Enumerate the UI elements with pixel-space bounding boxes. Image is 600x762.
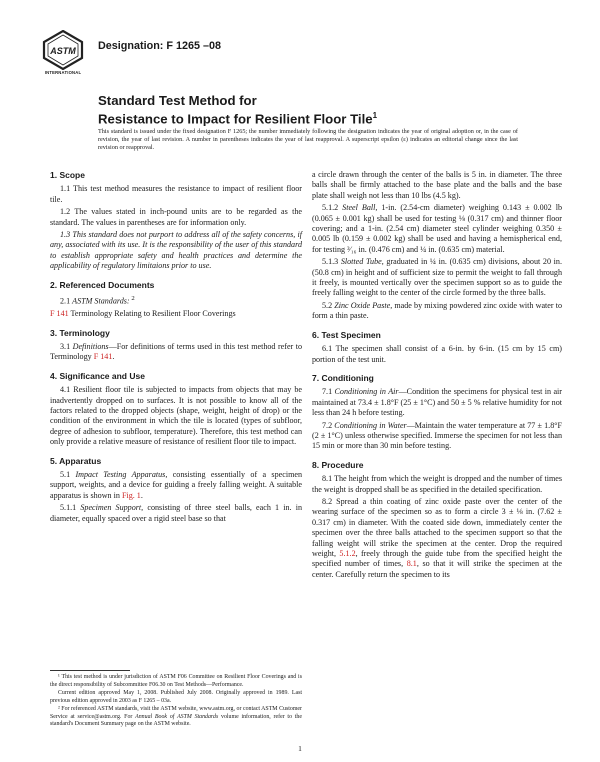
link-8-1[interactable]: 8.1 xyxy=(406,559,417,569)
logo-subtitle: INTERNATIONAL xyxy=(44,70,82,75)
svg-text:ASTM: ASTM xyxy=(50,46,76,56)
para-num: 5.1.3 xyxy=(322,257,341,267)
link-fig-1[interactable]: Fig. 1 xyxy=(121,490,141,500)
paragraph-1-3: 1.3 This standard does not purport to address all of the safety concerns, if any, associated with its use. It is the responsibility of the user of this standard to establish appropriate safety and health practices and determine the applicability of regulatory limitaions prior to use. xyxy=(50,230,302,271)
para-num: 5.1.2 xyxy=(322,203,343,213)
para-num: 5.2 xyxy=(322,300,335,310)
left-column xyxy=(50,166,302,526)
section-heading-terminology: 3. Terminology xyxy=(50,327,110,338)
paragraph-8-2 xyxy=(312,497,562,580)
section-heading-test-specimen: 6. Test Specimen xyxy=(312,329,381,340)
link-f141[interactable]: F 141 xyxy=(50,309,69,319)
link-5-1-2[interactable]: 5.1.2 xyxy=(339,549,356,558)
paragraph-5-1-2 xyxy=(312,203,562,255)
para-text: —For definitions of terms used in this test method refer to Terminology xyxy=(50,341,303,362)
para-text: , consisting of three steel balls, each 1 in. in diameter, equally spaced over a rigid steel base so that xyxy=(50,503,303,523)
footnote-1: ¹ This test method is under jurisdiction of ASTM F06 Committee on Resilient Floor Coverings and is the direct responsibility of Subcommittee F06.30 on Test Methods—Performance. xyxy=(50,674,302,688)
para-num: 5.1.1 xyxy=(60,503,81,513)
title-line-1: Standard Test Method for xyxy=(98,93,257,108)
para-text: , made by mixing powdered zinc oxide with water to form a thin paste. xyxy=(312,300,563,321)
paragraph-1-1: 1.1 This test method measures the resistance to impact of resilient floor tile. xyxy=(50,184,302,204)
section-heading-procedure: 8. Procedure xyxy=(312,459,364,470)
paragraph-4-1: 4.1 Resilient floor tile is subjected to impacts from objects that may be inadvertently dropped on to surfaces. It is not possible to know all of the factors related to the dropped objects (shape, weight, height of drop) or the condition of the environment in which the tile is located (types of subfloor, degree of adhesion to subfloor, temperature). Therefore, this test method can only provide a relative measure of resistance of resilient floor tile to impact. xyxy=(50,385,302,447)
para-italic-label: ASTM Standards: xyxy=(72,296,130,306)
paragraph-3-1 xyxy=(50,342,302,363)
paragraph-8-1: 8.1 The height from which the weight is dropped and the number of times the weight is dropped shall be as specified in the detailed specification. xyxy=(312,474,562,494)
para-text: , freely through the guide tube from the specified height the specified number of times, xyxy=(312,549,562,569)
para-italic-label: Conditioning in Air xyxy=(334,387,399,397)
para-text: —Maintain the water temperature at 77 ± 1.8°F (2 ± 1°C) unless otherwise specified. Immerse the specimen for not less than 15 min or more than 30 min before testing. xyxy=(312,420,562,451)
title-footnote-mark: 1 xyxy=(372,111,378,120)
document-title xyxy=(98,93,538,126)
footnote-text: ² For referenced ASTM standards, visit the ASTM website, www.astm.org, or contact ASTM Customer Service at service@astm.org. For xyxy=(50,706,302,720)
paragraph-5-1-1-continued: a circle drawn through the center of the balls is 5 in. in diameter. The three balls shall be firmly attached to the base plate and the balls and the base plate shall weigh not less than 10 lbs (4.5 kg). xyxy=(312,170,562,200)
para-text: —Condition the specimens for physical test in air maintained at 73.4 ± 1.8°F (25 ± 1°C) and 50 ± 5 % relative humidity for not less than 24 h before testing. xyxy=(312,387,563,418)
paragraph-2-1 xyxy=(50,294,302,307)
referenced-standard xyxy=(50,309,302,319)
paragraph-1-2: 1.2 The values stated in inch-pound units are to be regarded as the standard. The values in parentheses are for information only. xyxy=(50,207,302,227)
issue-note: This standard is issued under the fixed designation F 1265; the number immediately following the designation indicates the year of original adoption or, in the case of revision, the year of last revision. A number in parentheses indicates the year of last reapproval. A superscript epsilon (ε) indicates an editorial change since the last revision or reapproval. xyxy=(98,128,518,152)
paragraph-5-2 xyxy=(312,301,562,322)
paragraph-5-1-1 xyxy=(50,503,302,524)
para-italic-label: Zinc Oxide Paste xyxy=(334,300,391,310)
paragraph-5-1-3 xyxy=(312,257,562,299)
para-italic-label: Steel Ball xyxy=(342,203,376,213)
para-italic-label: Slotted Tube xyxy=(340,257,382,267)
para-italic-label: Specimen Support xyxy=(80,503,142,513)
para-text: , so that it will strike the specimen at the center. Carefully return the specimen to its xyxy=(312,559,562,579)
title-line-2: Resistance to Impact for Resilient Floor Tile xyxy=(98,111,373,127)
para-text: , consisting essentially of a specimen support, weights, and a device for guiding a freely falling weight. A suitable apparatus is shown in xyxy=(50,470,302,500)
footnote-italic: Annual Book of ASTM Standards xyxy=(135,713,219,720)
section-heading-apparatus: 5. Apparatus xyxy=(50,455,102,466)
section-heading-conditioning: 7. Conditioning xyxy=(312,372,374,383)
ref-title: Terminology Relating to Resilient Floor Coverings xyxy=(68,309,236,319)
footnote-mark: 2 xyxy=(129,295,135,303)
para-text: . xyxy=(140,490,143,500)
section-heading-significance: 4. Significance and Use xyxy=(50,370,145,381)
para-italic-label: Definitions xyxy=(72,341,109,351)
footnote-1-edition: Current edition approved May 1, 2008. Published July 2008. Originally approved in 1989. Last previous edition approved in 2003 as F 1265 – 03a. xyxy=(50,690,302,704)
para-num: 7.2 xyxy=(322,420,335,430)
section-heading-scope: 1. Scope xyxy=(50,170,85,180)
para-text: , graduated in ¼ in. (0.635 cm) divisions, about 20 in. (50.8 cm) in height and of sufficient size to permit the weight to fall through it freely, is mounted vertically over the specimen support so as to guide the freely falling weight to the center of the circle formed by the three balls. xyxy=(312,257,562,298)
para-num: 3.1 xyxy=(60,341,73,351)
paragraph-7-1 xyxy=(312,387,562,418)
right-column xyxy=(312,170,562,582)
footnote-text: volume information, refer to the standard's Document Summary page on the ASTM website. xyxy=(50,713,302,727)
para-italic-label: Impact Testing Apparatus xyxy=(75,470,166,480)
designation: Designation: F 1265 –08 xyxy=(98,40,222,52)
astm-logo-icon xyxy=(42,30,84,70)
para-text: . xyxy=(112,352,115,362)
para-num: 5.1 xyxy=(60,470,76,480)
para-text: 8.2 Spread a thin coating of zinc oxide paste over the center of the wearing surface of the specimen so as to form a circle 3 ± ⅛ in. (7.62 ± 0.317 cm) in diameter. With the coated side down, immediately center the specimen over the three balls attached to the specimen support so that the falling weight will strike the specimen at the center. Drop the required weight, xyxy=(312,496,562,558)
paragraph-6-1: 6.1 The specimen shall consist of a 6-in. by 6-in. (15 cm by 15 cm) portion of the test unit. xyxy=(312,344,562,364)
paragraph-7-2 xyxy=(312,421,562,452)
link-f141-terminology[interactable]: F 141 xyxy=(93,352,113,362)
para-num: 7.1 xyxy=(322,387,335,397)
para-italic-label: Conditioning in Water xyxy=(334,420,407,430)
section-heading-referenced-documents: 2. Referenced Documents xyxy=(50,279,155,290)
paragraph-5-1 xyxy=(50,470,302,501)
footnote-rule xyxy=(50,670,130,671)
page-number: 1 xyxy=(298,744,302,753)
para-num: 2.1 xyxy=(60,296,73,306)
para-text: , 1-in. (2.54-cm diameter) weighing 0.143 ± 0.002 lb (0.065 ± 0.001 kg) shall be used for testing ⅛ (0.317 cm) and thinner floor covering; and a 1-in. (2.54 cm) diameter steel cylinder weighing 0.350 ± 0.005 lb (0.159 ± 0.002 kg) shall be used and having a hemispherical end, for testing ³⁄₁₆ in. (0.476 cm) and ¼ in. (0.635 cm) material. xyxy=(312,203,562,254)
footnotes xyxy=(50,674,302,730)
footnote-2 xyxy=(50,706,302,729)
